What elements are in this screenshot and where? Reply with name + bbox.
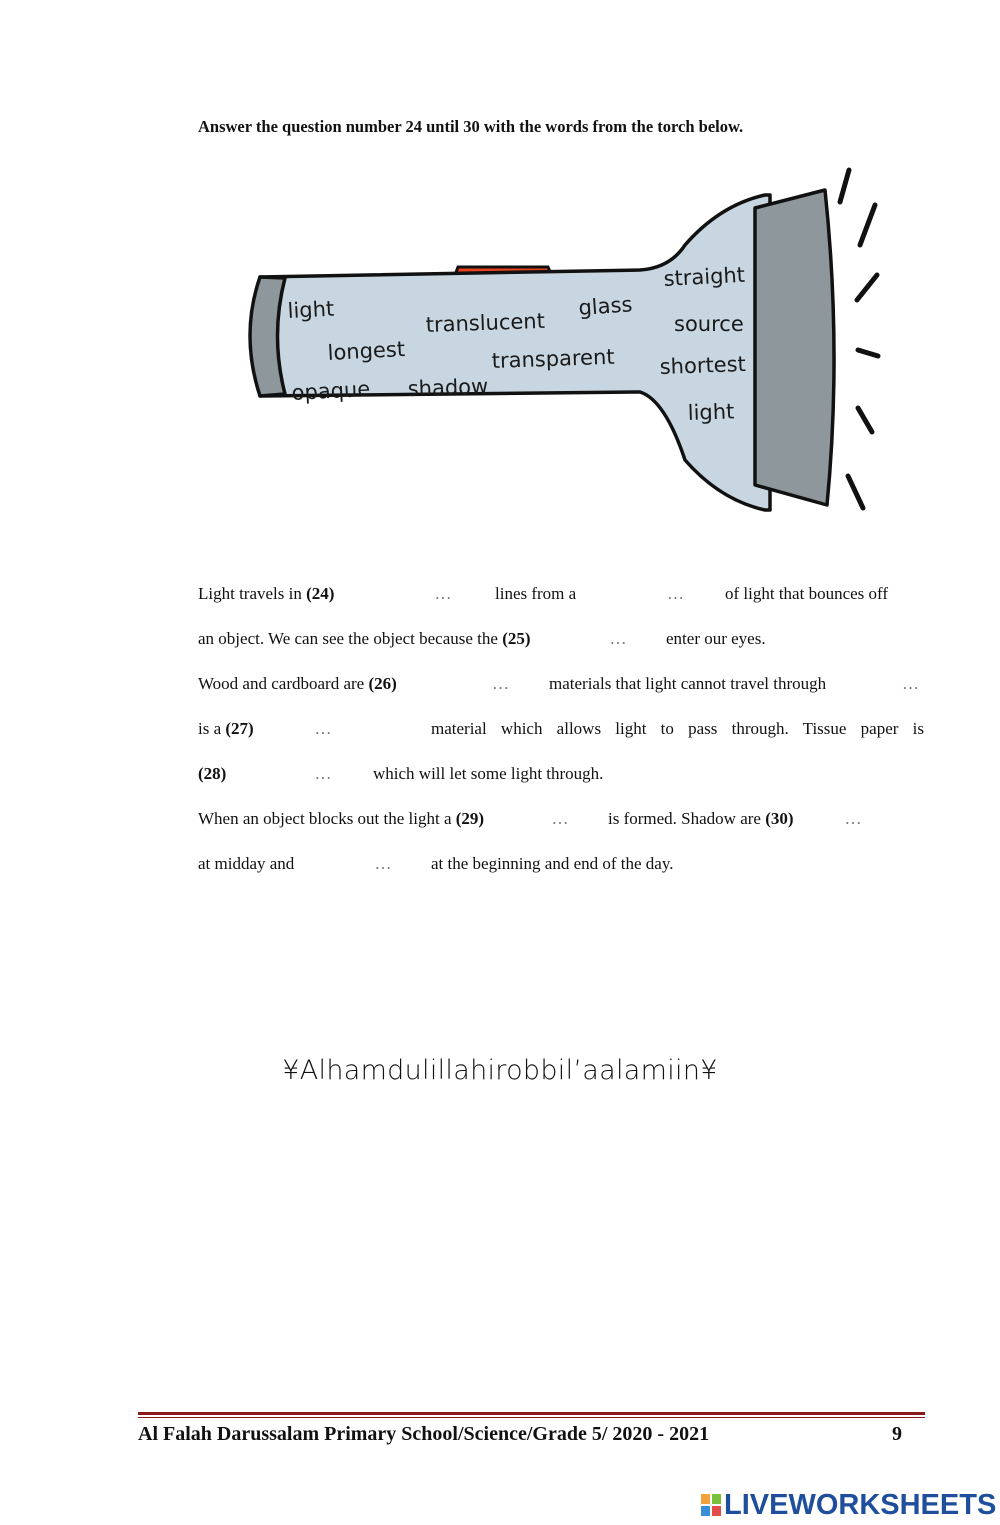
question-27-line xyxy=(198,719,924,739)
torch-word-light: light xyxy=(287,296,335,323)
answer-24-input[interactable] xyxy=(408,584,478,604)
torch-word-opaque: opaque xyxy=(291,376,371,405)
text: is formed. Shadow are xyxy=(608,809,766,828)
torch-word-transparent: transparent xyxy=(491,344,615,373)
question-24-line xyxy=(198,584,924,604)
footer-divider xyxy=(138,1412,925,1415)
instruction-text: Answer the question number 24 until 30 with the words from the torch below. xyxy=(198,117,744,136)
torch-word-source: source xyxy=(674,312,744,336)
answer-29-input[interactable] xyxy=(538,809,582,829)
text: an object. We can see the object because the xyxy=(198,629,503,648)
answer-28-input[interactable] xyxy=(288,764,358,784)
question-number-26: (26) xyxy=(368,674,397,693)
liveworksheets-icon xyxy=(700,1491,722,1519)
page-number: 9 xyxy=(892,1423,902,1445)
footer-school: Al Falah Darussalam Primary School/Science/Grade 5/ 2020 - 2021 xyxy=(138,1423,710,1445)
question-28-line xyxy=(198,764,924,784)
text: Wood and cardboard are xyxy=(198,674,369,693)
liveworksheets-brand: LIVEWORKSHEETS xyxy=(724,1488,997,1521)
torch-word-shadow: shadow xyxy=(407,374,489,401)
question-number-30: (30) xyxy=(765,809,794,828)
footer-divider-thin xyxy=(138,1417,925,1418)
question-number-27: (27) xyxy=(225,719,254,738)
torch-word-longest: longest xyxy=(327,336,406,365)
answer-glass-input[interactable] xyxy=(888,674,933,694)
answer-27-input[interactable] xyxy=(278,719,368,739)
text: which will let some light through. xyxy=(373,764,604,783)
answer-26-input[interactable] xyxy=(458,674,543,694)
text: at midday and xyxy=(198,854,295,873)
live-letters xyxy=(711,1502,712,1503)
torch-illustration xyxy=(230,160,890,520)
question-number-24: (24) xyxy=(306,584,335,603)
torch-word-shortest: shortest xyxy=(659,352,747,379)
closing-text: ¥Alhamdulillahirobbil’aalamiin¥ xyxy=(282,1055,718,1086)
question-30-line-2 xyxy=(198,854,924,874)
text: Light travels in xyxy=(198,584,307,603)
light-rays-icon xyxy=(840,170,878,508)
text: material which allows light to pass through. Tissue paper is xyxy=(431,719,924,738)
torch-lens-rim xyxy=(755,190,834,505)
text-30-group xyxy=(608,809,794,829)
answer-25-input[interactable] xyxy=(593,629,643,649)
text: at the beginning and end of the day. xyxy=(431,854,674,873)
answer-30-input[interactable] xyxy=(833,809,873,829)
text: materials that light cannot travel through xyxy=(549,674,827,693)
question-25-line xyxy=(198,629,924,649)
torch-word-glass: glass xyxy=(577,292,634,320)
answer-longest-input[interactable] xyxy=(358,854,408,874)
torch-word-straight: straight xyxy=(663,262,746,291)
question-29-30-line xyxy=(198,809,924,829)
question-number-28: (28) xyxy=(198,764,227,783)
question-26-line xyxy=(198,674,924,694)
text: When an object blocks out the light a xyxy=(198,809,456,828)
liveworksheets-logo[interactable] xyxy=(700,1488,996,1522)
torch-word-light: light xyxy=(687,399,735,425)
question-number-25: (25) xyxy=(502,629,531,648)
text: of light that bounces off xyxy=(725,584,889,603)
question-number-29: (29) xyxy=(455,809,485,828)
text: is a xyxy=(198,719,226,738)
torch-word-translucent: translucent xyxy=(425,308,546,337)
text: lines from a xyxy=(495,584,577,603)
text: enter our eyes. xyxy=(666,629,766,648)
answer-source-input[interactable] xyxy=(638,584,713,604)
